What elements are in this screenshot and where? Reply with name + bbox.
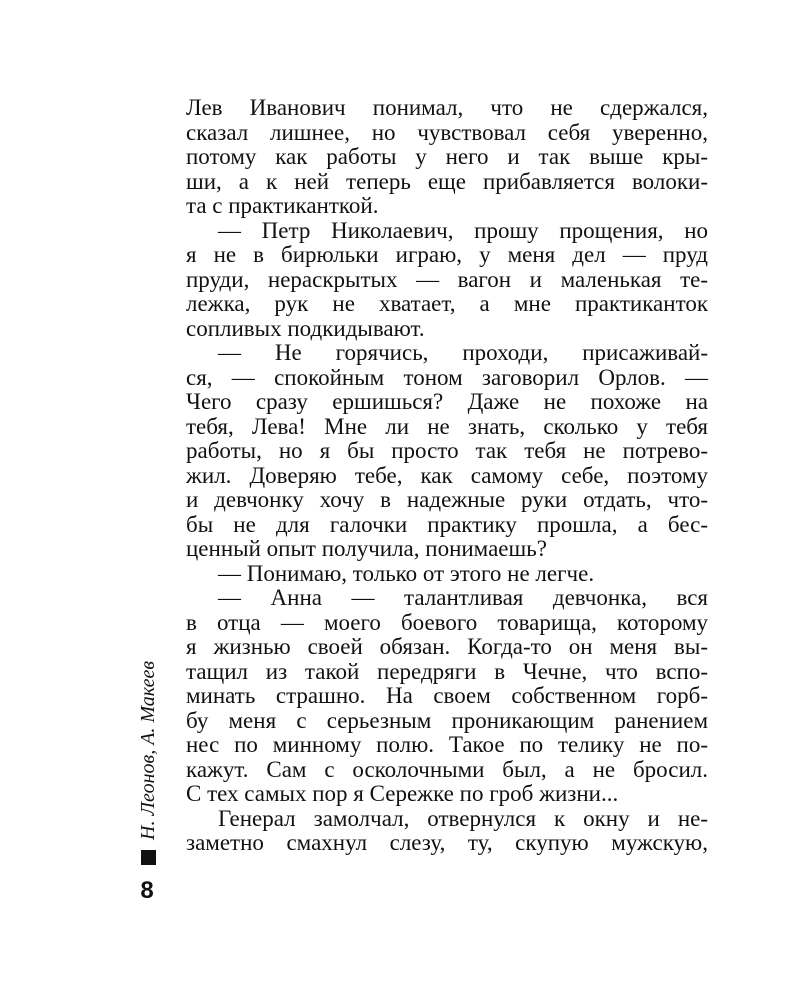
page-number: 8 (140, 877, 154, 904)
text-line: — Петр Николаевич, прошу прощения, но (218, 217, 708, 243)
text-line: нес по минному полю. Такое по телику не по- (186, 732, 708, 757)
square-marker-icon (141, 850, 156, 865)
text-line: сопливых подкидывают. (186, 315, 425, 341)
text-line: жил. Доверяю тебе, как самому себе, поэтому (186, 462, 708, 488)
body-text (186, 96, 708, 856)
text-line: я не в бирюльки играю, у меня дел — пруд (186, 242, 708, 267)
text-line: работы, но я бы просто так тебя не потрево- (186, 438, 708, 463)
text-line: ся, — спокойным тоном заговорил Орлов. — (186, 364, 708, 390)
text-line: Лев Иванович понимал, что не сдержался, (186, 95, 708, 120)
text-line: бу меня с серьезным проникающим ранением (186, 707, 708, 733)
text-line: лежка, рук не хватает, а мне практиканток (186, 291, 708, 316)
text-line: ши, а к ней теперь еще прибавляется волоки- (186, 168, 708, 194)
text-line: Генерал замолчал, отвернулся к окну и не- (218, 805, 708, 831)
text-line: и девчонку хочу в надежные руки отдать, что- (186, 487, 708, 512)
text-line: минать страшно. На своем собственном горб- (186, 683, 708, 708)
text-line: в отца — моего боевого товарища, которому (186, 609, 708, 635)
text-line: кажут. Сам с осколочными был, а не бросил. (186, 756, 708, 782)
text-line: сказал лишнее, но чувствовал себя уверенно, (186, 119, 708, 145)
text-line: я жизнью своей обязан. Когда-то он меня вы- (186, 634, 708, 659)
running-head-authors: Н. Леонов, А. Макеев (137, 660, 159, 840)
text-line: — Анна — талантливая девчонка, вся (218, 585, 708, 610)
text-line: тащил из такой передряги в Чечне, что вспо- (186, 658, 708, 684)
running-head (135, 661, 161, 865)
text-line: бы не для галочки практику прошла, а бес- (186, 511, 708, 537)
text-line: та с практиканткой. (186, 193, 379, 218)
text-line: ценный опыт получила, понимаешь? (186, 536, 547, 561)
text-line: — Понимаю, только от этого не легче. (218, 560, 595, 586)
text-line: — Не горячись, проходи, присаживай- (218, 340, 708, 365)
text-line: тебя, Лева! Мне ли не знать, сколько у тебя (186, 413, 708, 439)
text-line: потому как работы у него и так выше кры- (186, 144, 708, 169)
text-line: заметно смахнул слезу, ту, скупую мужскую, (186, 830, 708, 855)
text-line: Чего сразу ершишься? Даже не похоже на (186, 389, 708, 414)
text-line: С тех самых пор я Сережке по гроб жизни... (186, 781, 619, 806)
text-line: пруди, нераскрытых — вагон и маленькая те- (186, 266, 708, 292)
